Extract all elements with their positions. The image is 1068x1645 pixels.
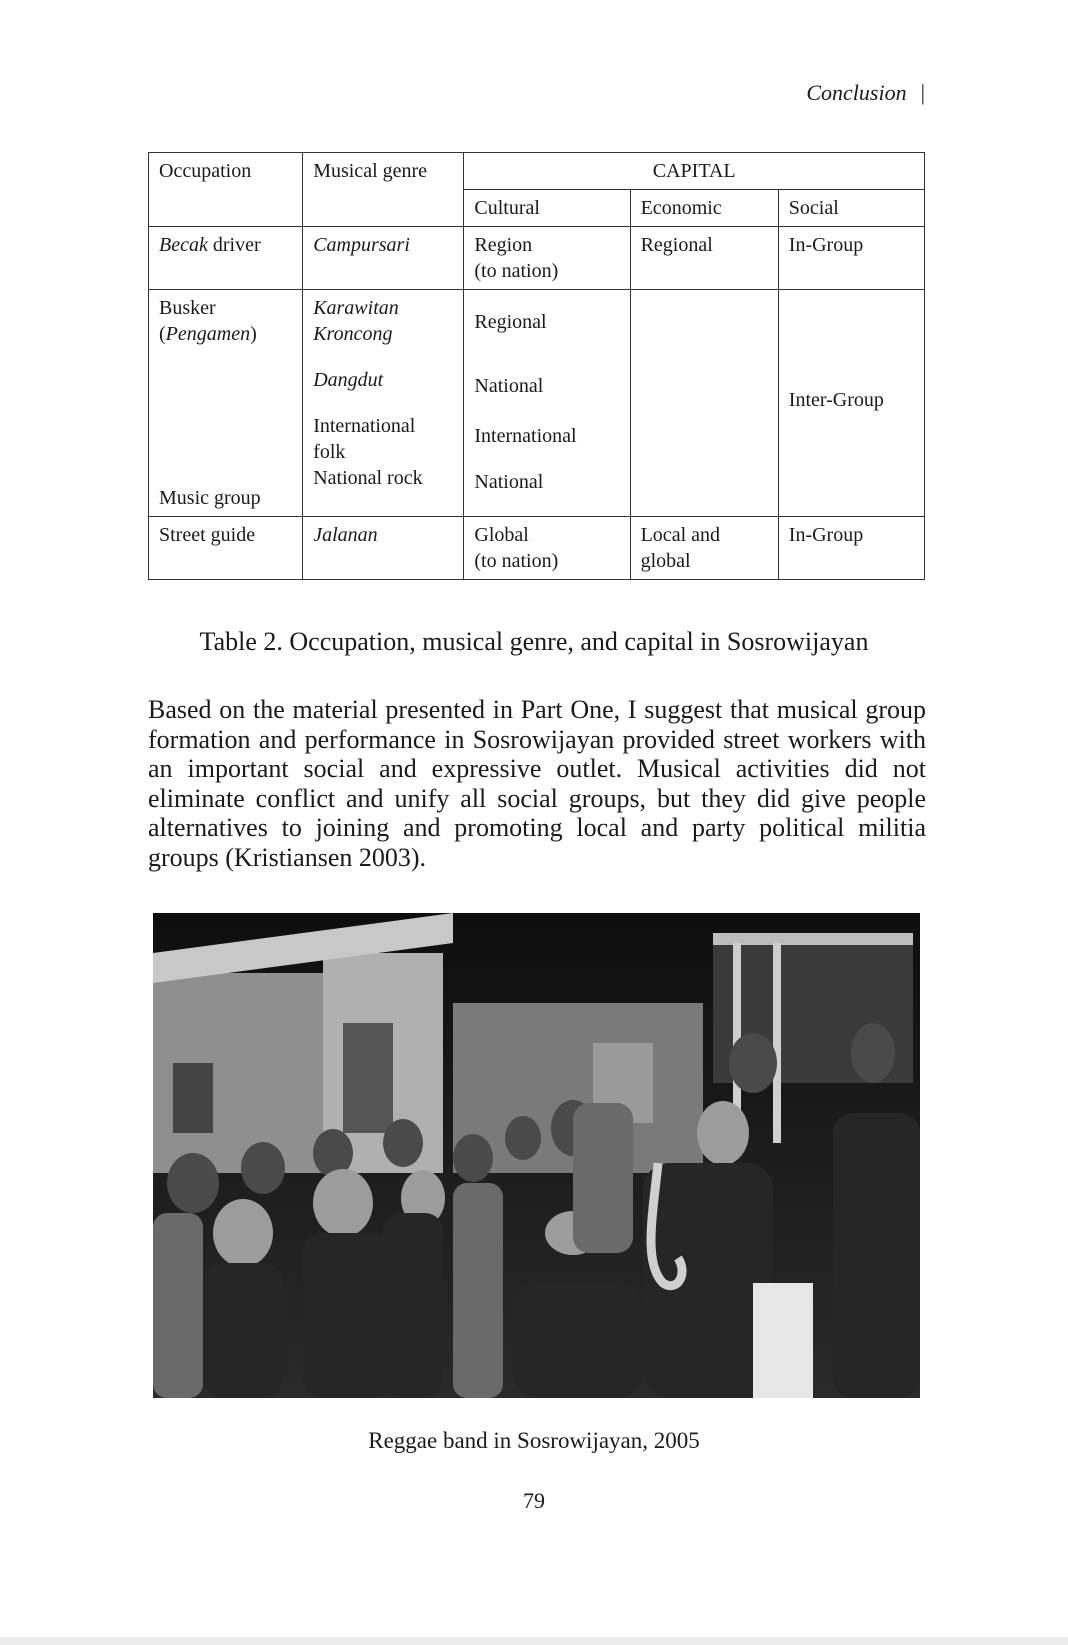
busker-pengamen: Pengamen <box>165 323 251 345</box>
cell-busker-social <box>778 290 924 517</box>
header-occupation: Occupation <box>149 153 303 227</box>
genre-dangdut: Dangdut <box>313 369 384 391</box>
photo-caption: Reggae band in Sosrowijayan, 2005 <box>368 1428 700 1453</box>
body-paragraph: Based on the material presented in Part One, I suggest that musical group formation and performance in Sosrowijayan provided street workers with an important social and expressive outlet. Musical activities did not eliminate conflict and unify all social groups, but they did give people alternatives to joining and promoting local and party political militia groups (Kristiansen 2003). <box>148 695 926 872</box>
running-head <box>806 80 925 106</box>
cultural-regional: Regional <box>474 311 547 333</box>
becak-rest: driver <box>207 234 261 256</box>
header-capital: CAPITAL <box>464 153 925 190</box>
becak-cultural-line1: Region <box>474 234 533 256</box>
table-row-becak <box>149 227 925 290</box>
cell-guide-cultural <box>464 517 630 580</box>
header-musical-genre: Musical genre <box>303 153 464 227</box>
cell-busker-genre <box>303 290 464 517</box>
becak-italic: Becak <box>159 234 208 256</box>
busker-line1: Busker <box>159 297 216 319</box>
cultural-international: International <box>474 425 577 447</box>
cell-busker-cultural <box>464 290 630 517</box>
cell-guide-social: In-Group <box>778 517 924 580</box>
capital-table <box>148 152 925 580</box>
header-cultural: Cultural <box>464 190 630 227</box>
busker-social: Inter-Group <box>788 389 884 411</box>
guide-cultural-line2: (to nation) <box>474 550 559 572</box>
genre-international-1: International <box>313 415 416 437</box>
guide-cultural-line1: Global <box>474 524 529 546</box>
cell-becak-economic: Regional <box>630 227 778 290</box>
cultural-national-2: National <box>474 471 544 493</box>
page-number: 79 <box>523 1488 545 1513</box>
header-social: Social <box>778 190 924 227</box>
page-bottom-edge <box>0 1637 1068 1645</box>
cell-busker-occupation <box>149 290 303 517</box>
table-caption: Table 2. Occupation, musical genre, and capital in Sosrowijayan <box>199 627 869 656</box>
busker-paren-open: ( <box>159 323 166 345</box>
cell-guide-occupation: Street guide <box>149 517 303 580</box>
genre-national-rock: National rock <box>313 467 423 489</box>
guide-economic-line2: global <box>640 550 691 572</box>
table-header-row <box>149 153 925 190</box>
genre-international-2: folk <box>313 441 346 463</box>
cell-becak-social: In-Group <box>778 227 924 290</box>
photo-illustration <box>153 913 920 1398</box>
busker-paren-close: ) <box>250 323 257 345</box>
cell-becak-genre: Campursari <box>303 227 464 290</box>
genre-kroncong: Kroncong <box>313 323 393 345</box>
table-row-busker <box>149 290 925 517</box>
table-row-street-guide <box>149 517 925 580</box>
cell-becak-occupation <box>149 227 303 290</box>
busker-line2 <box>159 321 292 347</box>
cell-becak-cultural <box>464 227 630 290</box>
cell-guide-genre: Jalanan <box>303 517 464 580</box>
reggae-band-photo <box>153 913 920 1398</box>
guide-economic-line1: Local and <box>640 524 720 546</box>
header-economic: Economic <box>630 190 778 227</box>
becak-cultural-line2: (to nation) <box>474 260 559 282</box>
music-group-label: Music group <box>159 487 261 509</box>
running-head-title: Conclusion <box>806 80 907 105</box>
cell-guide-economic <box>630 517 778 580</box>
genre-karawitan: Karawitan <box>313 297 399 319</box>
running-head-separator: | <box>920 80 925 105</box>
cultural-national: National <box>474 375 544 397</box>
cell-busker-economic <box>630 290 778 517</box>
